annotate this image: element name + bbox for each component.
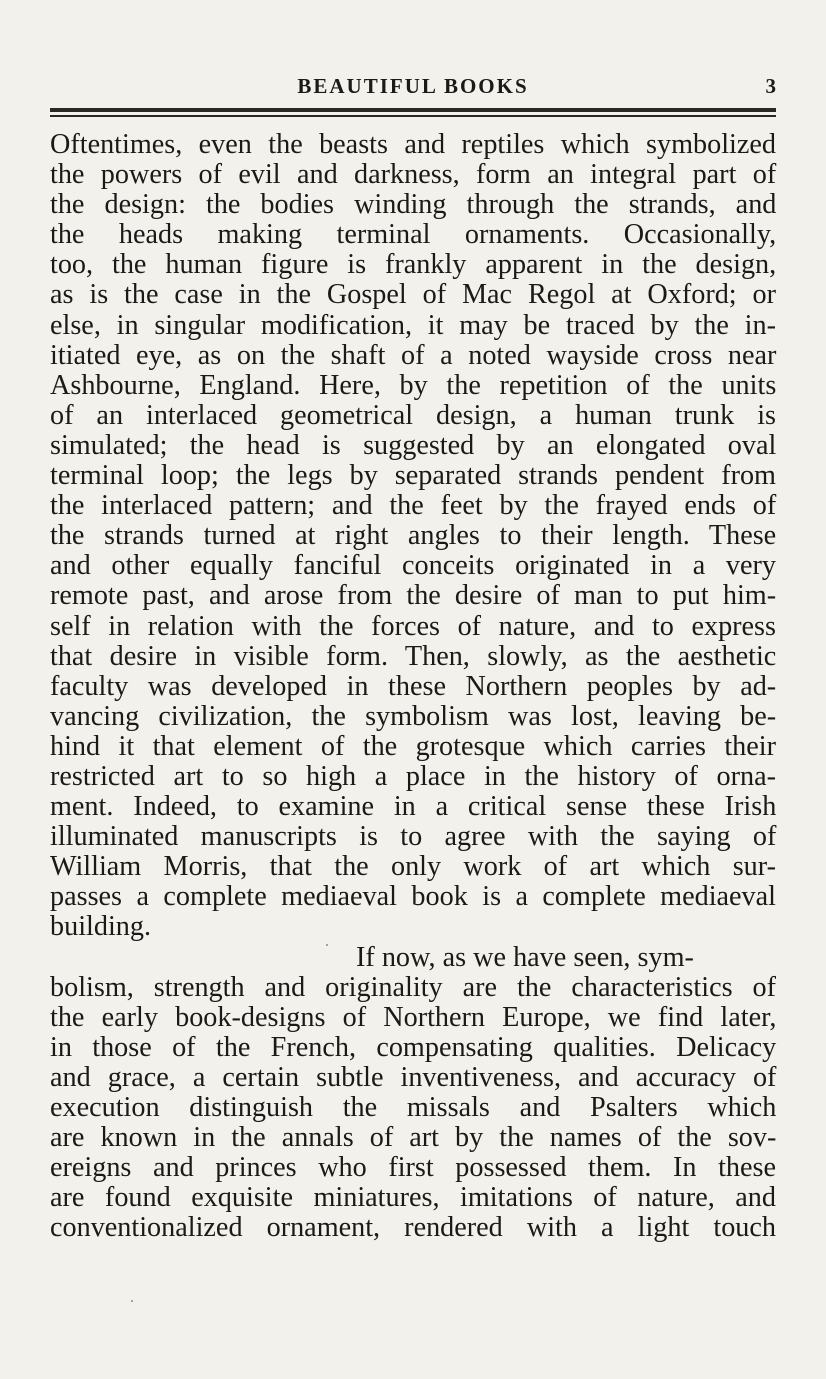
text-line: hind it that element of the grotesque which carries their <box>50 730 776 762</box>
text-line: self in relation with the forces of nature, and to express <box>50 610 776 642</box>
text-line: simulated; the head is suggested by an elongated oval <box>50 429 777 461</box>
paragraph-2 <box>50 943 776 1244</box>
text-line: the heads making terminal ornaments. Occasionally, <box>50 219 777 251</box>
header-rule-thick <box>50 108 776 112</box>
text-line: Oftentimes, even the beasts and reptiles which symbolized <box>50 129 776 160</box>
text-line: and other equally fanciful conceits originated in a very <box>50 550 776 582</box>
text-line: and grace, a certain subtle inventiveness, and accuracy of <box>50 1061 777 1093</box>
text-line: of an interlaced geometrical design, a human trunk is <box>50 399 776 431</box>
text-line: as is the case in the Gospel of Mac Regol at Oxford; or <box>50 279 776 311</box>
text-line: conventionalized ornament, rendered with a light touch <box>50 1212 776 1244</box>
body-text <box>50 130 776 1243</box>
text-line: else, in singular modification, it may be traced by the in- <box>50 309 776 341</box>
text-line: too, the human figure is frankly apparent in the design, <box>50 249 777 281</box>
running-head-title: BEAUTIFUL BOOKS <box>297 74 529 98</box>
text-line: itiated eye, as on the shaft of a noted wayside cross near <box>50 339 777 371</box>
text-line: the strands turned at right angles to their length. These <box>50 520 777 552</box>
text-line: the powers of evil and darkness, form an integral part of <box>50 159 777 191</box>
text-line: faculty was developed in these Northern peoples by ad- <box>50 670 777 702</box>
header-rule-thin <box>50 115 776 117</box>
text-line: terminal loop; the legs by separated strands pendent from <box>50 460 776 492</box>
text-line: William Morris, that the only work of art which sur- <box>50 851 776 883</box>
text-line: bolism, strength and originality are the characteristics of <box>50 971 776 1003</box>
text-line: Ashbourne, England. Here, by the repetition of the units <box>50 369 777 401</box>
text-line: that desire in visible form. Then, slowly, as the aesthetic <box>50 640 777 672</box>
running-head <box>50 74 776 102</box>
paper-speck <box>131 1300 133 1302</box>
text-line: ment. Indeed, to examine in a critical sense these Irish <box>50 791 777 823</box>
text-line: the early book-designs of Northern Europe, we find later, <box>50 1001 777 1033</box>
text-line: execution distinguish the missals and Psalters which <box>50 1092 777 1123</box>
paragraph-1 <box>50 130 776 943</box>
text-line: are known in the annals of art by the names of the sov- <box>50 1122 777 1154</box>
text-line: If now, as we have seen, sym- <box>356 941 694 973</box>
text-line: vancing civilization, the symbolism was lost, leaving be- <box>50 700 777 732</box>
text-line: remote past, and arose from the desire of man to put him- <box>50 580 777 612</box>
text-line: in those of the French, compensating qualities. Delicacy <box>50 1031 777 1063</box>
text-line: building. <box>50 911 152 943</box>
page-number: 3 <box>765 74 776 98</box>
text-line: illuminated manuscripts is to agree with the saying of <box>50 821 777 853</box>
text-line: ereigns and princes who first possessed them. In these <box>50 1152 776 1184</box>
text-line: the interlaced pattern; and the feet by the frayed ends of <box>50 490 777 522</box>
text-line: are found exquisite miniatures, imitations of nature, and <box>50 1182 776 1214</box>
text-line: restricted art to so high a place in the history of orna- <box>50 760 776 792</box>
text-line: the design: the bodies winding through the strands, and <box>50 189 777 221</box>
text-line: passes a complete mediaeval book is a complete mediaeval <box>50 881 776 913</box>
paper-speck <box>326 944 328 946</box>
